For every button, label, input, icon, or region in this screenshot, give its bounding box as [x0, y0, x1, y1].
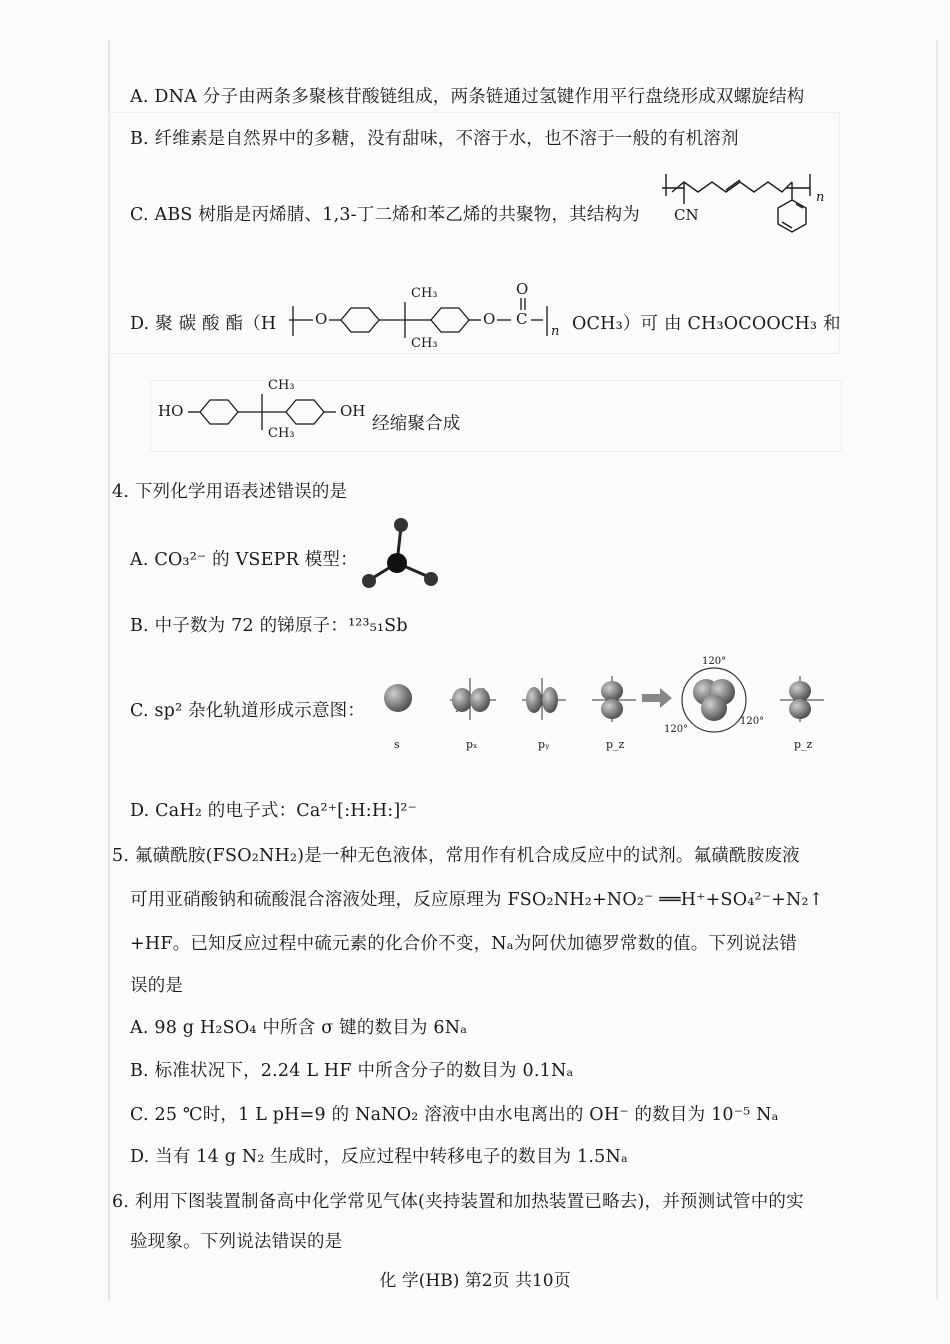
q5-line-2: 可用亚硝酸钠和硫酸混合溶液处理，反应原理为 FSO₂NH₂+NO₂⁻ ══H⁺+SO₄²⁻+N₂↑ — [130, 890, 824, 910]
orbital-py-label: pᵧ — [538, 738, 550, 751]
q4-option-d: D. CaH₂ 的电子式：Ca²⁺[:H:H:]²⁻ — [130, 801, 418, 821]
q5-line-4: 误的是 — [130, 976, 184, 996]
polycarbonate-structure-diagram — [285, 280, 575, 364]
q3-option-d-tail: 经缩聚合成 — [372, 414, 461, 434]
abs-structure-diagram — [660, 160, 830, 260]
q4-option-b: B. 中子数为 72 的锑原子：¹²³₅₁Sb — [130, 616, 408, 636]
orbital-px-label: pₓ — [466, 738, 478, 751]
orbital-pz-label: p_z — [606, 738, 625, 751]
bisphenol-a-structure-diagram — [158, 378, 378, 448]
q5-option-b: B. 标准状况下，2.24 L HF 中所含分子的数目为 0.1Nₐ — [130, 1061, 574, 1081]
pc-c-label: C — [516, 310, 528, 328]
q6-line-2: 验现象。下列说法错误的是 — [130, 1232, 343, 1252]
q4-option-c: C. sp² 杂化轨道形成示意图： — [130, 701, 366, 721]
bpa-ch3-bottom-label: CH₃ — [268, 426, 295, 441]
q5-option-a: A. 98 g H₂SO₄ 中所含 σ 键的数目为 6Nₐ — [130, 1018, 468, 1038]
sp2-hybrid-orbital-diagram — [380, 656, 840, 756]
pc-n-label: n — [551, 324, 560, 339]
pc-o2-label: O — [483, 310, 496, 328]
angle-label-right: 120° — [740, 716, 765, 727]
q5-option-d: D. 当有 14 g N₂ 生成时，反应过程中转移电子的数目为 1.5Nₐ — [130, 1147, 628, 1167]
angle-label-left: 120° — [664, 724, 689, 735]
q3-option-d-end: OCH₃）可 由 CH₃OCOOCH₃ 和 — [572, 314, 841, 334]
pc-ch3-top-label: CH₃ — [411, 286, 438, 301]
q3-option-b: B. 纤维素是自然界中的多糖，没有甜味，不溶于水，也不溶于一般的有机溶剂 — [130, 129, 739, 149]
q6-line-1: 6. 利用下图装置制备高中化学常见气体(夹持装置和加热装置已略去)，并预测试管中的实 — [112, 1192, 804, 1212]
abs-cn-label: CN — [674, 206, 699, 224]
q3-option-d-start: D. 聚 碳 酸 酯（H — [130, 314, 277, 334]
page-footer: 化 学(HB) 第2页 共10页 — [379, 1271, 571, 1291]
bpa-ch3-top-label: CH₃ — [268, 378, 295, 393]
angle-label-top: 120° — [702, 656, 727, 667]
q5-line-3: +HF。已知反应过程中硫元素的化合价不变，Nₐ为阿伏加德罗常数的值。下列说法错 — [130, 934, 797, 954]
orbital-s-label: s — [394, 738, 400, 751]
q5-line-1: 5. 氟磺酰胺(FSO₂NH₂)是一种无色液体，常用作有机合成反应中的试剂。氟磺酰胺废液 — [112, 846, 800, 866]
q3-option-a: A. DNA 分子由两条多聚核苷酸链组成，两条链通过氢键作用平行盘绕形成双螺旋结构 — [130, 87, 805, 107]
abs-n-label: n — [816, 190, 825, 205]
q5-option-c: C. 25 ℃时，1 L pH=9 的 NaNO₂ 溶液中由水电离出的 OH⁻ 的数目为 10⁻⁵ Nₐ — [130, 1105, 779, 1125]
orbital-pz2-label: p_z — [794, 738, 813, 751]
q4-option-a: A. CO₃²⁻ 的 VSEPR 模型： — [130, 550, 358, 570]
page-edge-right — [936, 40, 938, 1300]
q4-stem: 4. 下列化学用语表述错误的是 — [112, 482, 348, 502]
bpa-ho-label: HO — [158, 402, 184, 420]
pc-o1-label: O — [315, 310, 328, 328]
pc-ch3-bottom-label: CH₃ — [411, 336, 438, 351]
pc-o3-label: O — [516, 280, 529, 298]
vsepr-model-icon — [355, 515, 445, 595]
bpa-oh-label: OH — [340, 402, 366, 420]
q3-option-c: C. ABS 树脂是丙烯腈、1,3-丁二烯和苯乙烯的共聚物，其结构为 — [130, 205, 640, 225]
